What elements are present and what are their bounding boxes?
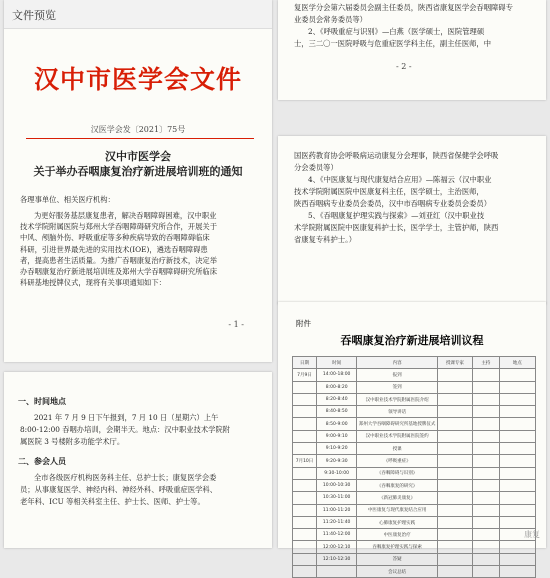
table-cell: 11:40-12:00	[317, 529, 357, 541]
table-cell: 汉中职业技术学院附属医院签约	[357, 430, 438, 442]
notice-subject: 关于举办吞咽康复治疗新进展培训班的通知	[33, 165, 243, 178]
table-cell	[437, 430, 472, 442]
red-divider	[26, 138, 254, 139]
table-row	[293, 393, 536, 405]
table-cell	[472, 492, 499, 504]
table-cell: 12:10-12:30	[317, 553, 357, 565]
table-row	[293, 479, 536, 491]
table-cell	[472, 566, 499, 578]
table-cell	[472, 516, 499, 528]
table-cell	[499, 455, 535, 467]
section-attendees-heading: 二、参会人员	[18, 456, 66, 466]
table-cell	[437, 541, 472, 553]
table-cell	[499, 479, 535, 491]
section-time-place-text: 2021 年 7 月 9 日下午报到，7 月 10 日（星期六）上午 8:00-12:00 吞咽办培训，会期半天。地点：汉中职业技术学院附 属医院 3 号楼附多功能学术厅。	[20, 413, 231, 446]
section-attendees-text: 全市各级医疗机构医务科主任、总护士长；康复医学会委 员；从事康复医学、神经内科、神经外科、呼吸重症医学科、 老年科、ICU 等相关科室主任、护士长、医师、护士等。	[20, 473, 218, 506]
table-cell: 14:00-18:00	[317, 369, 357, 381]
table-cell	[317, 566, 357, 578]
table-cell	[293, 393, 317, 405]
table-cell: 《呼吸重症》	[357, 455, 438, 467]
table-cell	[472, 406, 499, 418]
document-page-2	[278, 0, 546, 100]
table-cell	[293, 406, 317, 418]
table-cell: 答疑	[357, 553, 438, 565]
table-cell	[499, 566, 535, 578]
table-row	[293, 369, 536, 381]
table-cell: 领导讲话	[357, 406, 438, 418]
schedule-header-row	[293, 357, 536, 369]
document-page-4	[278, 302, 546, 575]
table-cell: 授课	[357, 443, 438, 455]
table-cell: 8:50-9:00	[317, 418, 357, 430]
table-cell: 吞咽康复护理实践与探索	[357, 541, 438, 553]
file-preview-title: 文件预览	[12, 9, 56, 22]
table-cell	[437, 406, 472, 418]
table-row	[293, 381, 536, 393]
page-number-2: - 2 -	[396, 62, 412, 71]
table-cell	[437, 504, 472, 516]
table-cell	[437, 443, 472, 455]
table-cell: 《新冠肺炎康复》	[357, 492, 438, 504]
table-cell	[293, 492, 317, 504]
table-row	[293, 418, 536, 430]
table-cell	[472, 393, 499, 405]
table-row	[293, 443, 536, 455]
table-row	[293, 529, 536, 541]
document-page-3	[278, 136, 546, 304]
table-cell: 汉中职业技术学院附属医院介绍	[357, 393, 438, 405]
table-cell	[437, 529, 472, 541]
attachment-label: 附件	[296, 319, 311, 328]
table-cell	[499, 418, 535, 430]
table-cell	[293, 529, 317, 541]
table-cell	[293, 381, 317, 393]
table-cell	[472, 467, 499, 479]
table-cell	[499, 369, 535, 381]
table-row	[293, 406, 536, 418]
table-cell: 心肺康复护理实践	[357, 516, 438, 528]
table-cell: 8:20-8:40	[317, 393, 357, 405]
table-cell	[437, 479, 472, 491]
col-expert: 授课专家	[437, 357, 472, 369]
table-cell	[293, 553, 317, 565]
table-cell	[472, 430, 499, 442]
table-cell: 9:00-9:10	[317, 430, 357, 442]
table-cell	[472, 529, 499, 541]
notice-body: 为更好服务基层康复患者，解决吞咽障碍困难，汉中职业 技术学院附属医院与郑州大学吞咽障碍研究所合作，开展关于 中风、颅脑外伤、呼吸重症等多种疾病导致的吞咽障碍临床 科研，引进世界最先进的实用技术(IOE)，遴选吞咽障碍患 者，提高患者生活质量。为推广吞咽康复治疗新技术，决定举 办吞咽康复治疗新进展培训班及郑州大学吞咽障碍研究所临床 科研基地授牌仪式，现将有关事项通知如下：	[20, 211, 218, 288]
table-cell	[472, 479, 499, 491]
table-row	[293, 516, 536, 528]
table-row	[293, 566, 536, 578]
table-cell: 11:20-11:40	[317, 516, 357, 528]
table-cell	[293, 418, 317, 430]
table-cell	[437, 455, 472, 467]
table-row	[293, 430, 536, 442]
section-time-place-heading: 一、时间地点	[18, 396, 66, 406]
table-cell	[437, 418, 472, 430]
table-cell: 8:40-8:50	[317, 406, 357, 418]
table-cell	[499, 504, 535, 516]
table-cell	[293, 430, 317, 442]
table-cell	[472, 504, 499, 516]
table-cell: 会议总结	[357, 566, 438, 578]
table-cell	[499, 381, 535, 393]
red-header-title: 汉中市医学会文件	[33, 65, 242, 94]
table-cell: 报到	[357, 369, 438, 381]
table-cell	[472, 381, 499, 393]
greeting: 各理事单位、相关医疗机构：	[20, 195, 115, 204]
watermark: 康复	[524, 530, 540, 539]
table-cell	[437, 393, 472, 405]
table-cell: 中医康复治疗	[357, 529, 438, 541]
table-cell	[472, 443, 499, 455]
table-cell	[293, 479, 317, 491]
table-cell: 10:30-11:00	[317, 492, 357, 504]
table-cell	[437, 467, 472, 479]
document-number: 汉医学会发〔2021〕75号	[90, 125, 186, 134]
table-cell: 9:30-10:00	[317, 467, 357, 479]
table-cell	[499, 443, 535, 455]
table-cell: 中医康复与现代康复结合应用	[357, 504, 438, 516]
page-2-text: 复医学分会第六届委员会副主任委员，陕西省康复医学会吞咽障碍专 业委员会常务委员等） 2、《呼吸重症与识别》—白燕（医学硕士，医院管理硕 士，三二〇一医院呼吸与危重症医学科主任，副主任医师，中	[294, 3, 513, 48]
table-cell: 12:00-12:10	[317, 541, 357, 553]
table-cell	[499, 553, 535, 565]
right-column	[278, 0, 546, 575]
table-cell: 签到	[357, 381, 438, 393]
table-cell	[437, 381, 472, 393]
table-cell	[472, 418, 499, 430]
schedule-table	[292, 356, 536, 578]
page-3-text: 国医药教育协会呼吸病运动康复分会理事，陕西省保健学会呼吸 分会委员等） 4、《中医康复与现代康复结合应用》—陈福云（汉中职业 技术学院附属医院中医康复科主任，医学硕士，主治医师， 陕西吞咽病专业委员会委员，汉中市吞咽病专业委员会委员） 5、《吞咽康复护理实践与探索》—刘亚红（汉中职业技 术学院附属医院中医康复科护士长，医学学士，主管护师，陕西 省康复专科护士。）	[294, 151, 499, 244]
table-cell: 9:10-9:20	[317, 443, 357, 455]
table-cell: 7月10日	[293, 455, 317, 467]
table-cell	[472, 541, 499, 553]
table-cell	[499, 541, 535, 553]
table-cell	[437, 369, 472, 381]
table-row	[293, 504, 536, 516]
table-cell	[499, 430, 535, 442]
table-cell	[437, 553, 472, 565]
table-cell	[499, 406, 535, 418]
table-cell	[437, 516, 472, 528]
left-column	[4, 0, 272, 548]
table-row	[293, 541, 536, 553]
table-row	[293, 553, 536, 565]
table-row	[293, 492, 536, 504]
table-cell	[293, 516, 317, 528]
col-time: 时间	[317, 357, 357, 369]
schedule-body	[293, 369, 536, 578]
table-cell	[293, 443, 317, 455]
table-cell	[293, 504, 317, 516]
file-preview-bar	[4, 0, 272, 29]
table-cell: 11:00-11:20	[317, 504, 357, 516]
table-cell: 8:00-8:20	[317, 381, 357, 393]
table-cell	[499, 393, 535, 405]
table-cell	[437, 566, 472, 578]
col-place: 地点	[499, 357, 535, 369]
table-cell: 10:00-10:30	[317, 479, 357, 491]
table-cell: 《吞咽康复的研究》	[357, 479, 438, 491]
table-row	[293, 455, 536, 467]
table-cell	[293, 566, 317, 578]
col-host: 主持	[472, 357, 499, 369]
table-cell	[293, 541, 317, 553]
document-page-1-continued	[4, 372, 272, 548]
table-cell	[499, 516, 535, 528]
table-cell: 《吞咽障碍与识别》	[357, 467, 438, 479]
table-cell: 7月9日	[293, 369, 317, 381]
table-cell	[437, 492, 472, 504]
schedule-title: 吞咽康复治疗新进展培训议程	[340, 334, 484, 347]
table-cell: 郑州大学吞咽障碍研究所基地授牌仪式	[357, 418, 438, 430]
page-number: - 1 -	[228, 320, 244, 329]
table-cell	[472, 455, 499, 467]
document-page-1	[4, 0, 272, 362]
table-cell	[499, 492, 535, 504]
issuing-organization: 汉中市医学会	[105, 150, 171, 163]
table-row	[293, 467, 536, 479]
table-cell	[293, 467, 317, 479]
table-cell	[499, 467, 535, 479]
col-content: 内容	[357, 357, 438, 369]
table-cell: 9:20-9:30	[317, 455, 357, 467]
table-cell	[472, 553, 499, 565]
table-cell	[472, 369, 499, 381]
col-date: 日期	[293, 357, 317, 369]
